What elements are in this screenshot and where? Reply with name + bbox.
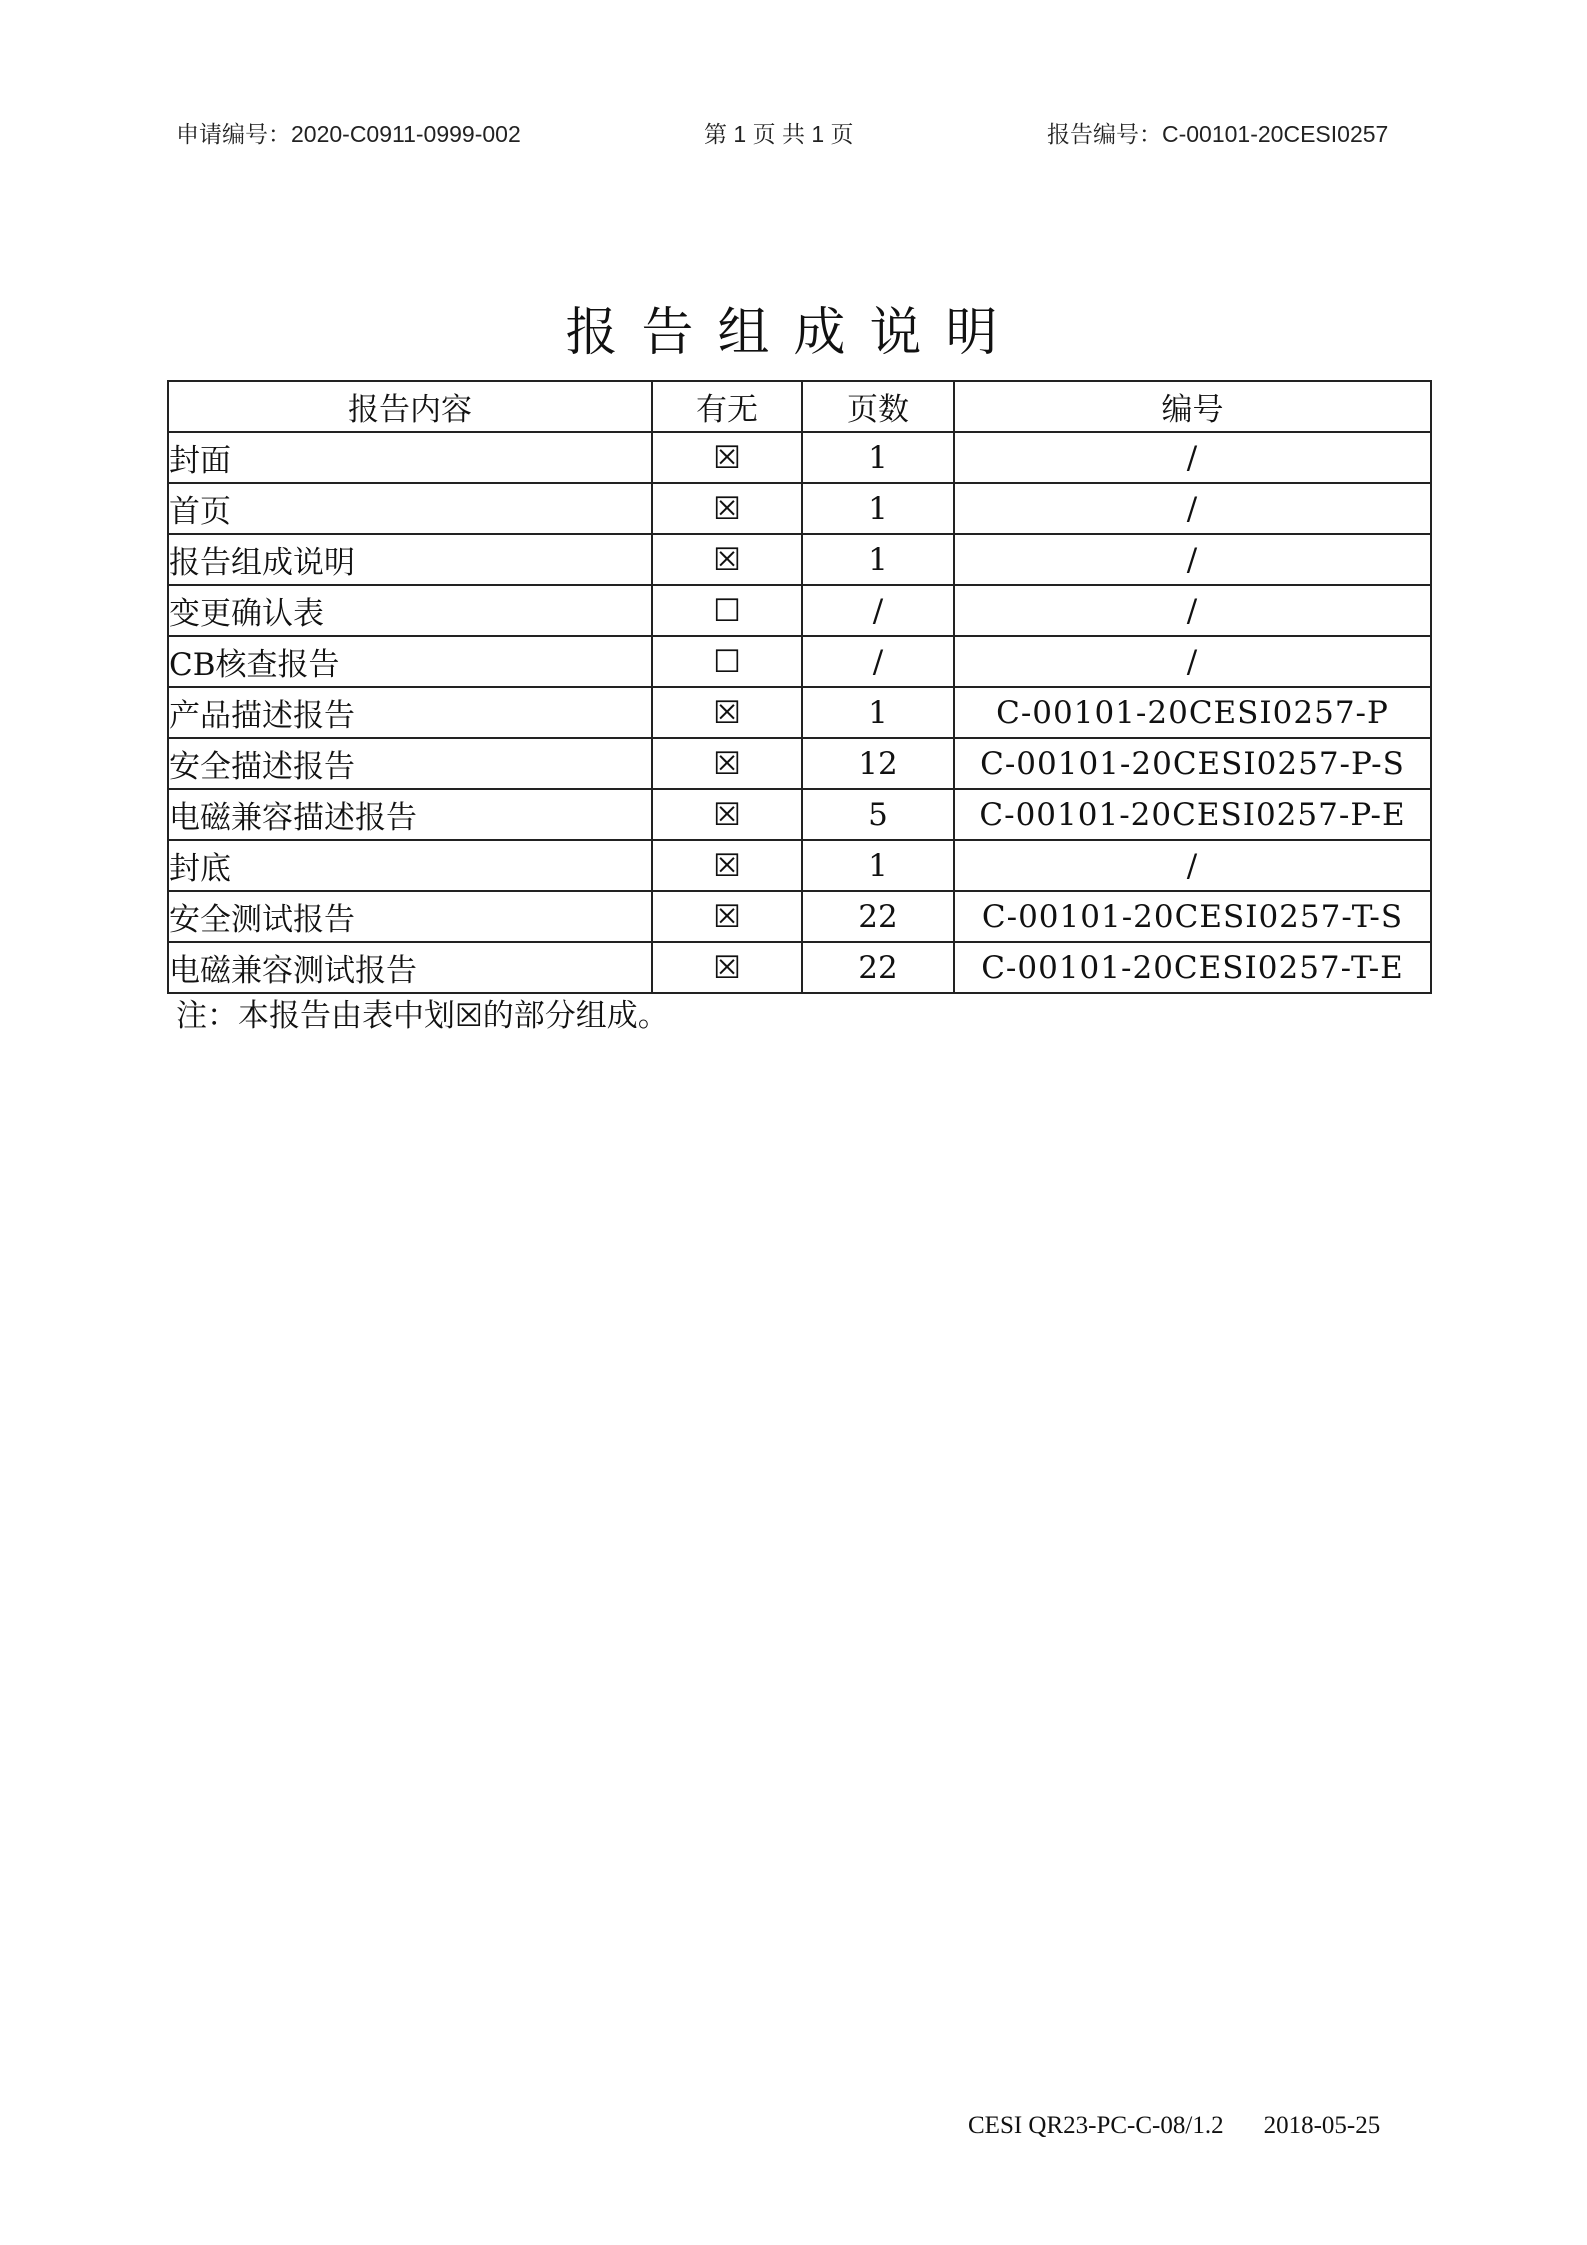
row-pages: / <box>802 636 954 687</box>
row-content: 产品描述报告 <box>168 687 652 738</box>
form-date: 2018-05-25 <box>1263 2112 1381 2139</box>
table-row <box>168 942 1431 993</box>
row-content: 变更确认表 <box>168 585 652 636</box>
report-number: 报告编号：C-00101-20CESI0257 <box>1047 121 1389 147</box>
column-header-content: 报告内容 <box>168 381 652 432</box>
row-pages: 1 <box>802 534 954 585</box>
row-content: 电磁兼容测试报告 <box>168 942 652 993</box>
report-composition-table <box>167 380 1432 994</box>
row-content: 安全描述报告 <box>168 738 652 789</box>
table-row <box>168 789 1431 840</box>
row-checkbox: ☒ <box>652 891 802 942</box>
row-pages: 1 <box>802 840 954 891</box>
column-header-pages: 页数 <box>802 381 954 432</box>
footer <box>968 2112 1380 2140</box>
table-row <box>168 891 1431 942</box>
row-checkbox: ☒ <box>652 687 802 738</box>
row-pages: 22 <box>802 942 954 993</box>
row-checkbox: ☒ <box>652 534 802 585</box>
row-code: / <box>954 840 1431 891</box>
page-info: 第 1 页 共 1 页 <box>704 121 854 147</box>
row-checkbox: ☒ <box>652 789 802 840</box>
row-checkbox: ☒ <box>652 942 802 993</box>
row-code: / <box>954 636 1431 687</box>
row-checkbox: ☐ <box>652 636 802 687</box>
row-checkbox: ☒ <box>652 840 802 891</box>
row-content: 首页 <box>168 483 652 534</box>
row-pages: 1 <box>802 483 954 534</box>
table-row <box>168 534 1431 585</box>
table-row <box>168 636 1431 687</box>
row-content: CB核查报告 <box>168 636 652 687</box>
column-header-code: 编号 <box>954 381 1431 432</box>
row-code: / <box>954 585 1431 636</box>
row-code: / <box>954 432 1431 483</box>
row-checkbox: ☒ <box>652 432 802 483</box>
row-pages: 5 <box>802 789 954 840</box>
row-pages: 12 <box>802 738 954 789</box>
table-row <box>168 840 1431 891</box>
row-pages: 1 <box>802 432 954 483</box>
row-pages: 22 <box>802 891 954 942</box>
table-header-row <box>168 381 1431 432</box>
row-code: C-00101-20CESI0257-P-S <box>954 738 1431 789</box>
table-row <box>168 687 1431 738</box>
row-code: C-00101-20CESI0257-P <box>954 687 1431 738</box>
table-row <box>168 738 1431 789</box>
application-number: 申请编号：2020-C0911-0999-002 <box>176 121 521 147</box>
row-checkbox: ☒ <box>652 738 802 789</box>
row-code: C-00101-20CESI0257-P-E <box>954 789 1431 840</box>
page-title: 报告组成说明 <box>565 303 1022 363</box>
table-row <box>168 432 1431 483</box>
row-code: C-00101-20CESI0257-T-S <box>954 891 1431 942</box>
row-code: / <box>954 483 1431 534</box>
row-content: 电磁兼容描述报告 <box>168 789 652 840</box>
row-code: / <box>954 534 1431 585</box>
row-content: 封面 <box>168 432 652 483</box>
row-checkbox: ☒ <box>652 483 802 534</box>
row-pages: 1 <box>802 687 954 738</box>
row-content: 报告组成说明 <box>168 534 652 585</box>
row-pages: / <box>802 585 954 636</box>
table-row <box>168 483 1431 534</box>
row-checkbox: ☐ <box>652 585 802 636</box>
table-note: 注：本报告由表中划☒的部分组成。 <box>176 998 669 1034</box>
row-content: 封底 <box>168 840 652 891</box>
row-content: 安全测试报告 <box>168 891 652 942</box>
table-row <box>168 585 1431 636</box>
column-header-presence: 有无 <box>652 381 802 432</box>
form-code: CESI QR23-PC-C-08/1.2 <box>968 2112 1224 2139</box>
row-code: C-00101-20CESI0257-T-E <box>954 942 1431 993</box>
